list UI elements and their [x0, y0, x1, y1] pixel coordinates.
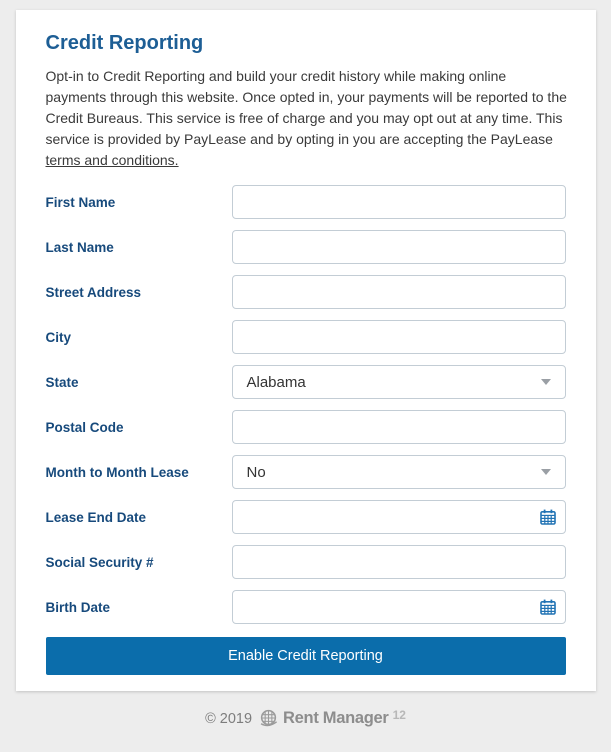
- birth-date-input[interactable]: [232, 590, 566, 624]
- last-name-input[interactable]: [232, 230, 566, 264]
- city-label: City: [45, 329, 72, 345]
- brand-name: Rent Manager: [283, 709, 389, 727]
- first-name-label: First Name: [45, 194, 116, 210]
- chevron-down-icon: [541, 469, 551, 475]
- state-selected-value: Alabama: [246, 373, 306, 391]
- social-security-label: Social Security #: [45, 554, 154, 570]
- city-control: [232, 320, 566, 354]
- field-row-postal-code: [46, 410, 566, 444]
- first-name-input[interactable]: [232, 185, 566, 219]
- state-label: State: [45, 374, 79, 390]
- postal-code-label: Postal Code: [45, 419, 124, 435]
- chevron-down-icon: [541, 379, 551, 385]
- birth-date-label: Birth Date: [45, 599, 111, 615]
- field-row-first-name: [46, 185, 566, 219]
- street-address-label: Street Address: [45, 284, 142, 300]
- enable-credit-reporting-button[interactable]: Enable Credit Reporting: [46, 637, 566, 675]
- field-row-state: [46, 365, 566, 399]
- field-row-city: [46, 320, 566, 354]
- field-row-street-address: [46, 275, 566, 309]
- postal-code-control: [232, 410, 566, 444]
- month-to-month-lease-selected-value: No: [246, 463, 266, 481]
- calendar-icon[interactable]: [540, 599, 556, 615]
- month-to-month-lease-label: Month to Month Lease: [45, 464, 189, 480]
- street-address-control: [232, 275, 566, 309]
- page-title: Credit Reporting: [45, 32, 204, 54]
- terms-and-conditions-link[interactable]: terms and conditions.: [45, 152, 179, 168]
- copyright-text: © 2019: [205, 710, 253, 727]
- credit-reporting-card: [16, 10, 596, 691]
- last-name-control: [232, 230, 566, 264]
- brand: [258, 708, 406, 729]
- last-name-label: Last Name: [45, 239, 114, 255]
- lease-end-date-control: [232, 500, 566, 534]
- state-select[interactable]: [232, 365, 566, 399]
- lease-end-date-input[interactable]: [232, 500, 566, 534]
- brand-version: 12: [392, 708, 406, 722]
- first-name-control: [232, 185, 566, 219]
- field-row-birth-date: [46, 590, 566, 624]
- field-row-month-to-month-lease: [46, 455, 566, 489]
- social-security-control: [232, 545, 566, 579]
- field-row-last-name: [46, 230, 566, 264]
- field-row-social-security: [46, 545, 566, 579]
- page-footer: [0, 708, 611, 729]
- social-security-input[interactable]: [232, 545, 566, 579]
- calendar-icon[interactable]: [540, 509, 556, 525]
- month-to-month-lease-control: [232, 455, 566, 489]
- rent-manager-logo-icon: [258, 708, 279, 729]
- postal-code-input[interactable]: [232, 410, 566, 444]
- city-input[interactable]: [232, 320, 566, 354]
- street-address-input[interactable]: [232, 275, 566, 309]
- description-text: Opt-in to Credit Reporting and build your credit history while making online payments through this website. Once opted in, your payments will be reported to the Credit Bureaus. This service is free of charge and you may opt out at any time. This service is provided by PayLease and by opting in you are accepting the PayLease: [45, 68, 567, 147]
- month-to-month-lease-select[interactable]: [232, 455, 566, 489]
- credit-reporting-description: [46, 66, 568, 171]
- state-control: [232, 365, 566, 399]
- birth-date-control: [232, 590, 566, 624]
- lease-end-date-label: Lease End Date: [45, 509, 147, 525]
- field-row-lease-end-date: [46, 500, 566, 534]
